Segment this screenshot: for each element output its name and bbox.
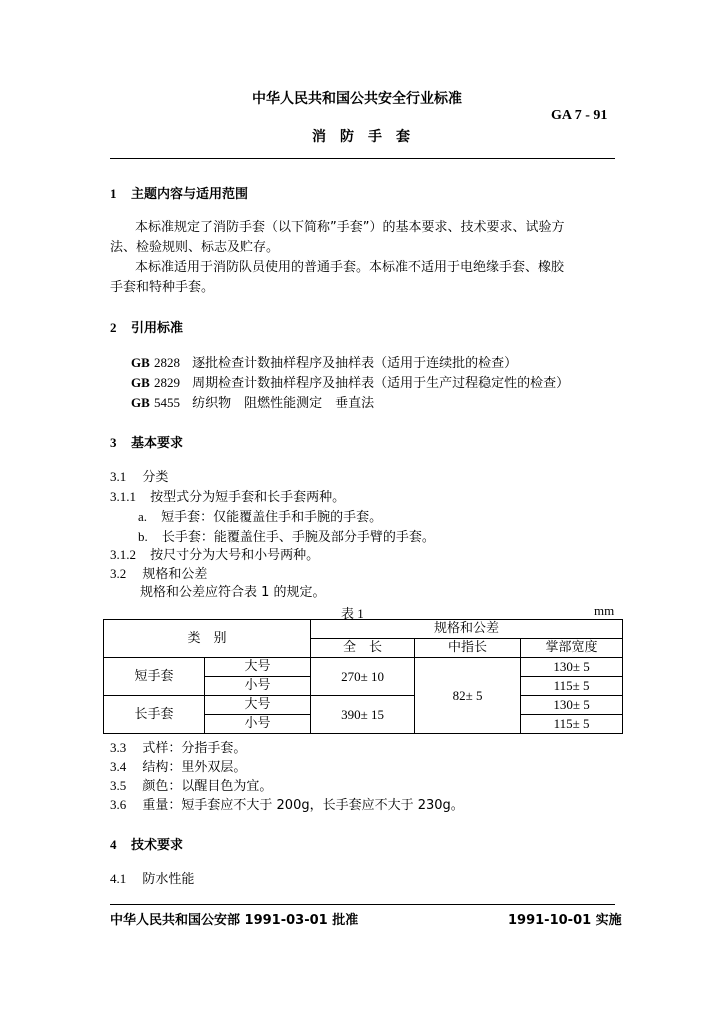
paragraph-line: 手套和特种手套。 [110, 280, 215, 295]
implementation-line: 1991-10-01 实施 [508, 913, 622, 928]
cell-palm: 130± 5 [521, 696, 623, 715]
header-rule [110, 158, 615, 159]
item-text: 短手套：仅能覆盖住手和手腕的手套。 [161, 510, 383, 525]
reference-item [131, 392, 374, 415]
section-title: 技术要求 [131, 838, 184, 853]
clause-text: 分类 [142, 470, 169, 485]
cell-palm: 115± 5 [521, 677, 623, 696]
section-title: 引用标准 [131, 321, 184, 336]
clause-number: 3.3 [110, 740, 127, 755]
paragraph-line: 本标准规定了消防手套（以下简称”手套”）的基本要求、技术要求、试验方 [135, 220, 565, 235]
cell-long-length: 390± 15 [311, 696, 415, 734]
ref-number: 2828 [153, 355, 180, 370]
clause-number: 3.6 [110, 797, 127, 812]
clause-number: 3.4 [110, 759, 127, 774]
section-number: 4 [110, 837, 117, 852]
spec-table [103, 619, 623, 734]
ref-number: 2829 [153, 375, 180, 390]
clause-text: 按尺寸分为大号和小号两种。 [150, 548, 320, 563]
paragraph-line: 法、检验规则、标志及贮存。 [110, 240, 280, 255]
section-4-heading [110, 834, 183, 853]
table-caption: 表 1 [341, 606, 364, 621]
ref-title: 纺织物 阻燃性能测定 垂直法 [192, 396, 375, 411]
clause-text: 重量：短手套应不大于 200g，长手套应不大于 230g。 [142, 798, 464, 813]
clause-text: 结构：里外双层。 [142, 760, 247, 775]
cell-short-length: 270± 10 [311, 658, 415, 696]
clause-number: 4.1 [110, 871, 127, 886]
clause-number: 3.1.1 [110, 489, 136, 504]
section-title: 主题内容与适用范围 [131, 187, 249, 202]
section-1-heading [110, 183, 248, 202]
cell-middle-length: 82± 5 [415, 658, 521, 734]
section-title: 基本要求 [131, 436, 184, 451]
footer-rule [110, 904, 615, 905]
clause-number: 3.5 [110, 778, 127, 793]
section-number: 2 [110, 320, 117, 335]
ref-prefix: GB [131, 355, 150, 370]
clause-number: 3.1 [110, 469, 127, 484]
clause-text: 按型式分为短手套和长手套两种。 [150, 490, 346, 505]
org-title: 中华人民共和国公共安全行业标准 [252, 91, 462, 107]
doc-title: 消 防 手 套 [312, 129, 410, 145]
clause-3-6 [110, 794, 464, 817]
section-number: 1 [110, 186, 117, 201]
clause-text: 规格和公差 [142, 567, 208, 582]
ref-number: 5455 [153, 395, 180, 410]
item-label: a. [138, 509, 148, 524]
clause-text: 防水性能 [142, 872, 195, 887]
header-palm-width: 掌部宽度 [521, 639, 623, 658]
section-3-heading [110, 432, 183, 451]
item-text: 长手套：能覆盖住手、手腕及部分手臂的手套。 [161, 530, 435, 545]
row-short-glove: 短手套 [104, 658, 205, 696]
row-long-glove: 长手套 [104, 696, 205, 734]
size-large: 大号 [205, 658, 311, 677]
item-label: b. [138, 529, 148, 544]
ref-title: 周期检查计数抽样程序及抽样表（适用于生产过程稳定性的检查） [192, 376, 570, 391]
approval-line: 中华人民共和国公安部 1991-03-01 批准 [110, 913, 359, 928]
header-category: 类 别 [104, 620, 311, 658]
clause-text: 式样：分指手套。 [142, 741, 247, 756]
clause-number: 3.2 [110, 566, 127, 581]
clause-number: 3.1.2 [110, 547, 136, 562]
header-spec: 规格和公差 [311, 620, 623, 639]
table-unit: mm [594, 603, 615, 618]
ref-prefix: GB [131, 375, 150, 390]
header-length: 全 长 [311, 639, 415, 658]
clause-text: 规格和公差应符合表 1 的规定。 [140, 585, 326, 600]
section-number: 3 [110, 435, 117, 450]
size-small: 小号 [205, 677, 311, 696]
cell-palm: 115± 5 [521, 715, 623, 734]
clause-4-1 [110, 868, 194, 891]
paragraph-line: 本标准适用于消防队员使用的普通手套。本标准不适用于电绝缘手套、橡胶 [135, 260, 565, 275]
section-2-heading [110, 317, 183, 336]
size-small: 小号 [205, 715, 311, 734]
size-large: 大号 [205, 696, 311, 715]
ref-prefix: GB [131, 395, 150, 410]
cell-palm: 130± 5 [521, 658, 623, 677]
standard-code: GA 7 - 91 [551, 108, 608, 123]
clause-text: 颜色：以醒目色为宜。 [142, 779, 273, 794]
ref-title: 逐批检查计数抽样程序及抽样表（适用于连续批的检查） [192, 356, 518, 371]
header-middle-finger: 中指长 [415, 639, 521, 658]
